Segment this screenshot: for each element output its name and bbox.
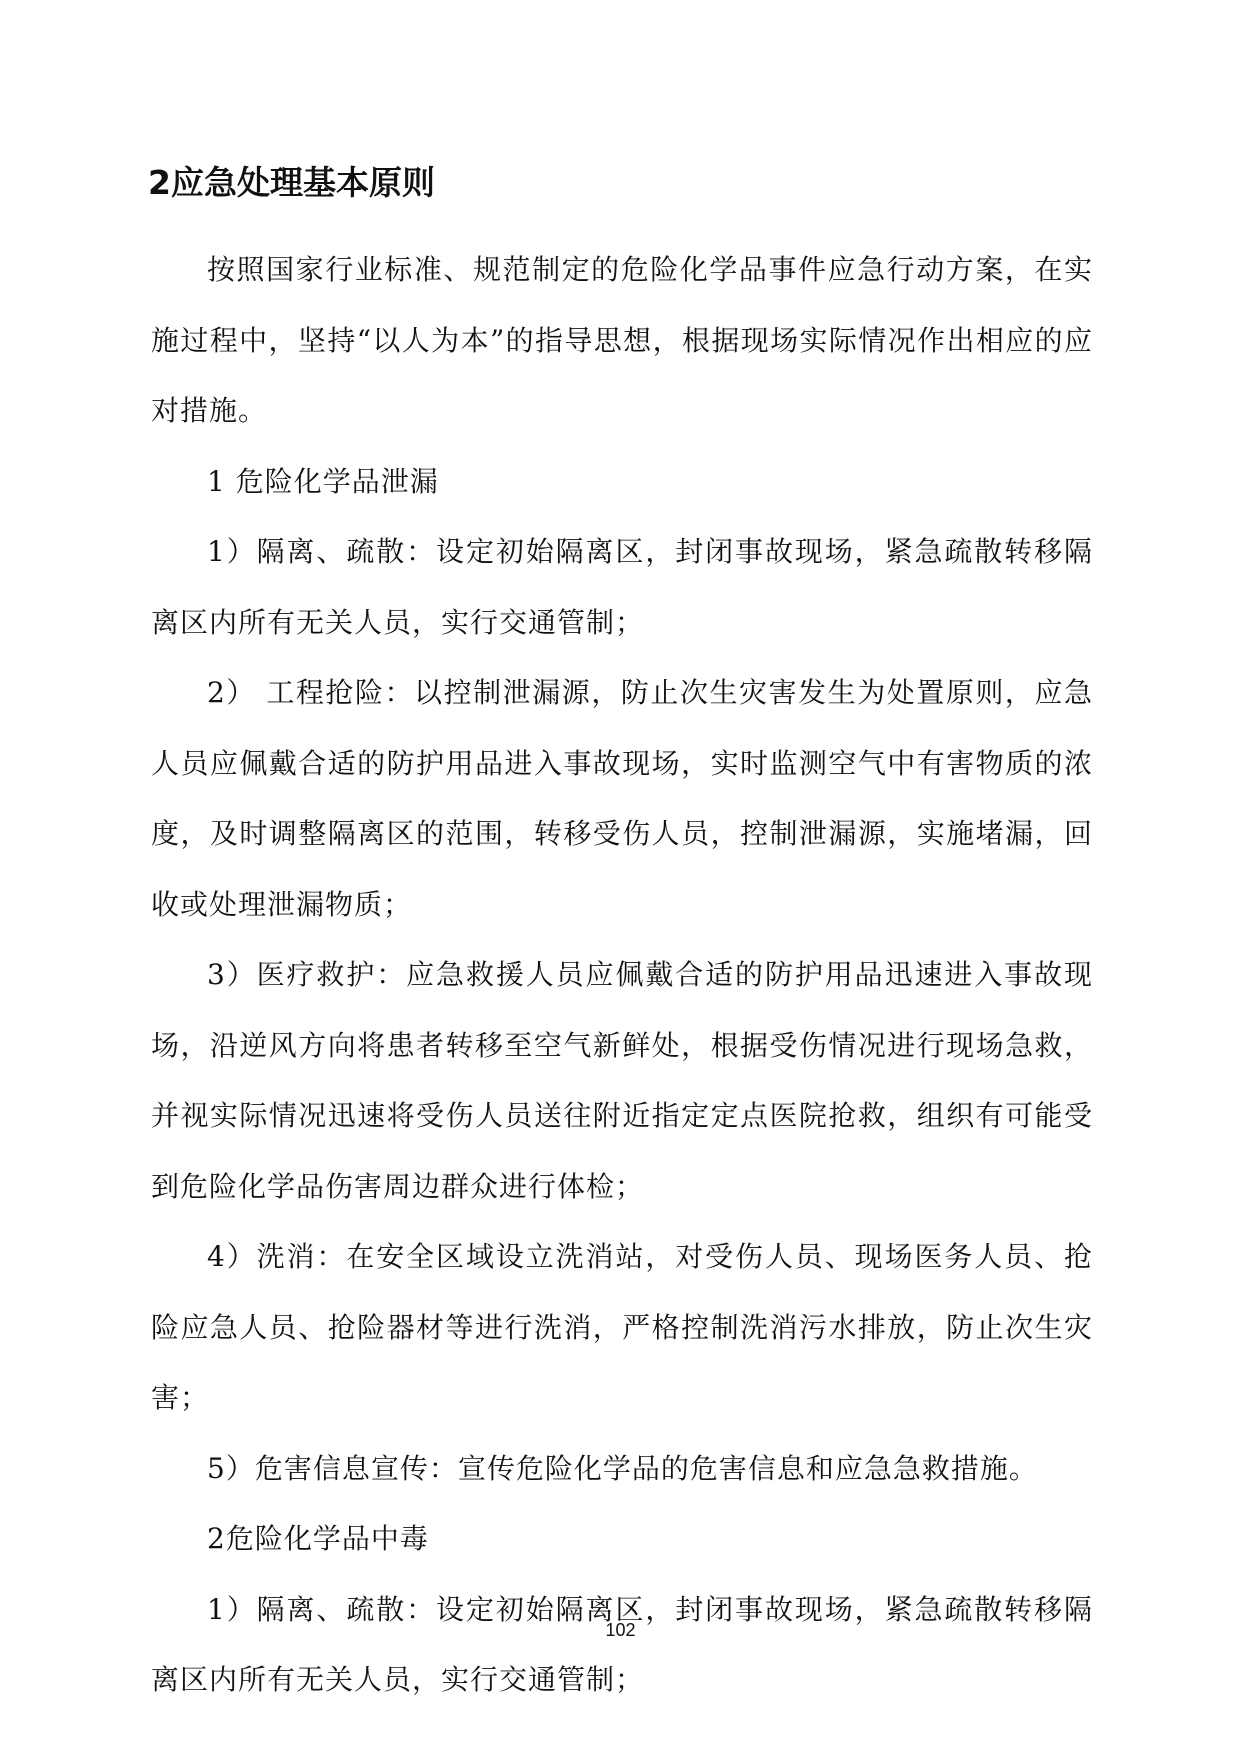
- paragraph-leak-engineering: 2） 工程抢险：以控制泄漏源，防止次生灾害发生为处置原则，应急人员应佩戴合适的防护用品进入事故现场，实时监测空气中有害物质的浓度，及时调整隔离区的范围，转移受伤人员，控制泄漏源，实施堵漏，回收或处理泄漏物质；: [151, 676, 1093, 921]
- paragraph-leak-publicity: 5）危害信息宣传：宣传危险化学品的危害信息和应急急救措施。: [207, 1451, 1038, 1485]
- paragraph-poisoning-isolation: 1）隔离、疏散：设定初始隔离区，封闭事故现场，紧急疏散转移隔离区内所有无关人员，实行交通管制；: [151, 1592, 1093, 1696]
- paragraph-leak-isolation: 1）隔离、疏散：设定初始隔离区，封闭事故现场，紧急疏散转移隔离区内所有无关人员，实行交通管制；: [151, 535, 1093, 639]
- paragraph-leak-medical: 3）医疗救护：应急救援人员应佩戴合适的防护用品迅速进入事故现场，沿逆风方向将患者转移至空气新鲜处，根据受伤情况进行现场急救，并视实际情况迅速将受伤人员送往附近指定定点医院抢救，组织有可能受到危险化学品伤害周边群众进行体检；: [151, 958, 1093, 1203]
- paragraph-subheading-leak: 1 危险化学品泄漏: [207, 464, 439, 498]
- body-text: [151, 235, 1093, 1716]
- paragraph-leak-decontamination: 4）洗消：在安全区域设立洗消站，对受伤人员、现场医务人员、抢险应急人员、抢险器材等进行洗消，严格控制洗消污水排放，防止次生灾害；: [151, 1240, 1093, 1414]
- page-number: 102: [605, 1620, 636, 1640]
- section-heading: 2应急处理基本原则: [148, 163, 435, 202]
- paragraph-intro: 按照国家行业标准、规范制定的危险化学品事件应急行动方案，在实施过程中，坚持“以人为本”的指导思想，根据现场实际情况作出相应的应对措施。: [151, 253, 1093, 427]
- paragraph-subheading-poisoning: 2危险化学品中毒: [207, 1522, 429, 1555]
